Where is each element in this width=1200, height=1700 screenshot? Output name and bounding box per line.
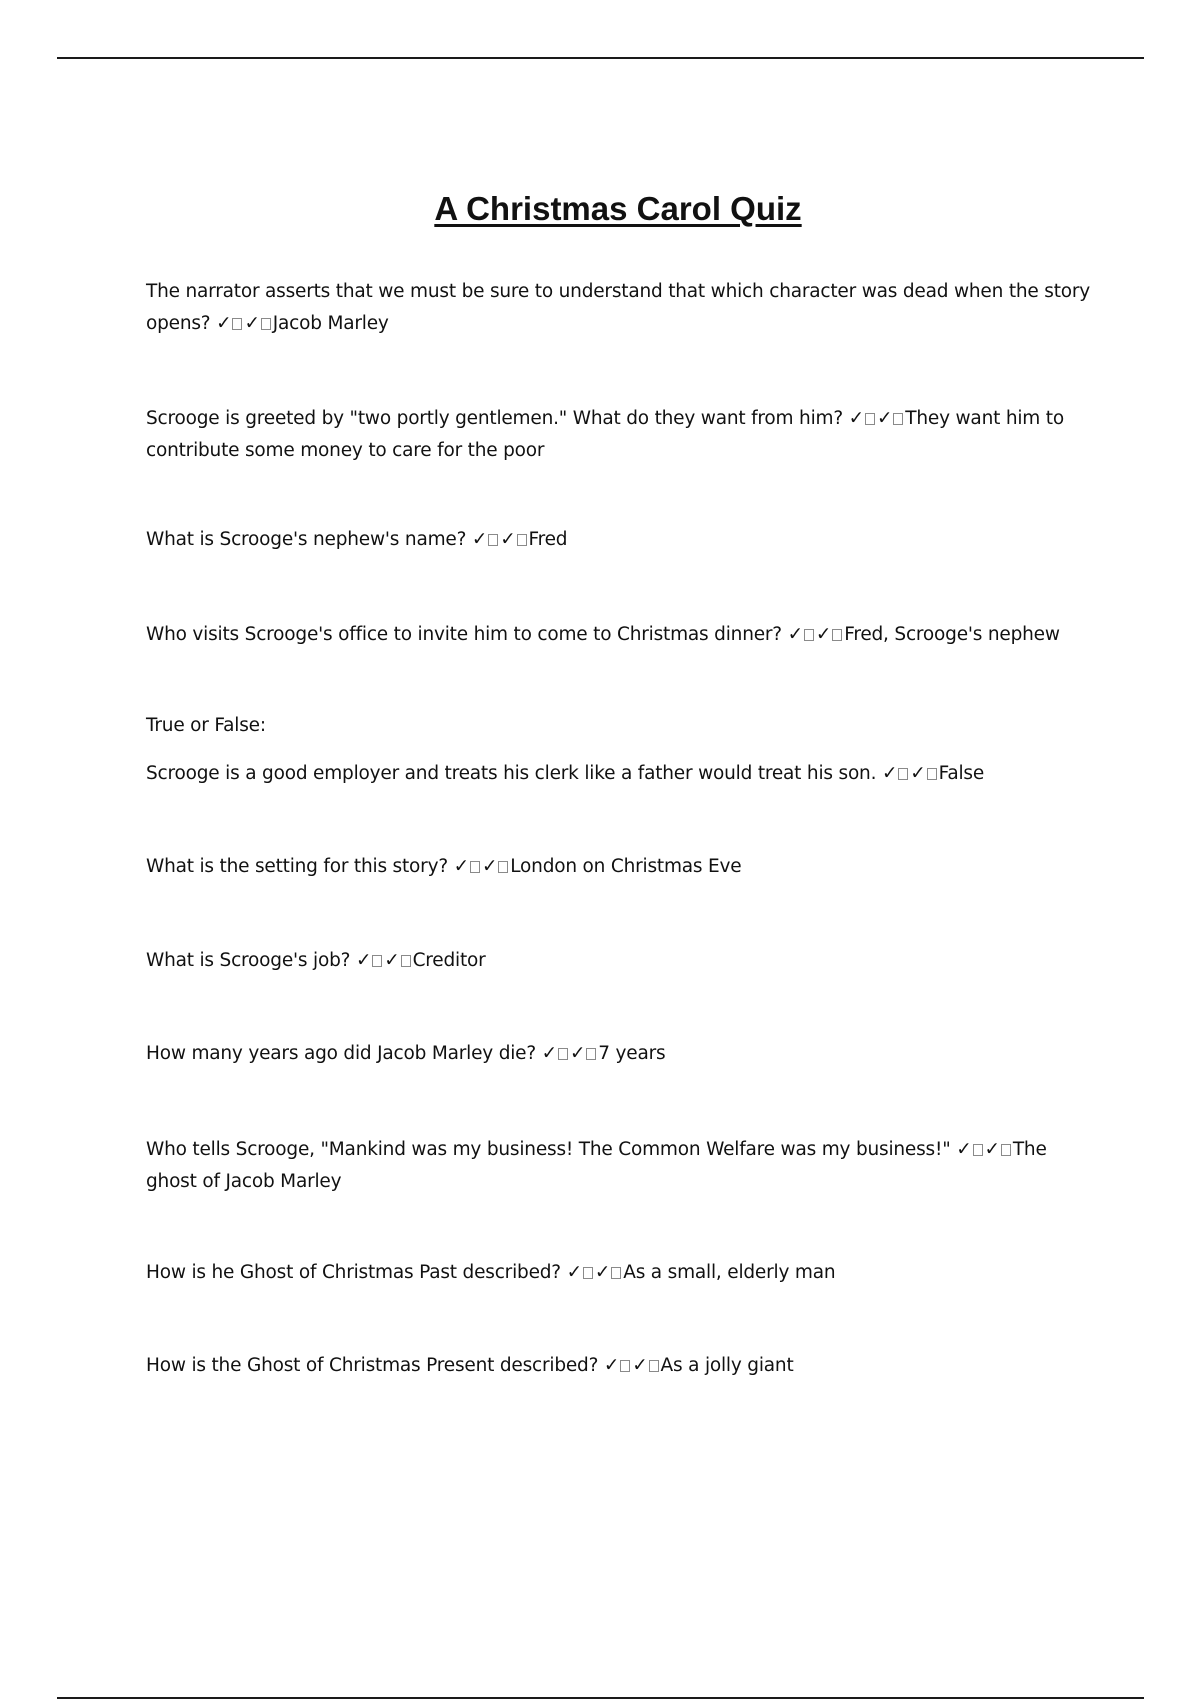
answer-text: As a jolly giant: [660, 1355, 794, 1376]
box-icon: [611, 1267, 621, 1279]
question-text: What is the setting for this story?: [146, 856, 448, 877]
question-text: Scrooge is greeted by "two portly gentlemen." What do they want from him?: [146, 408, 843, 429]
quiz-item: [146, 1134, 1096, 1198]
quiz-item: [146, 1038, 1096, 1070]
answer-text: London on Christmas Eve: [510, 856, 742, 877]
question-text: What is Scrooge's job?: [146, 950, 351, 971]
box-icon: [470, 861, 480, 873]
box-icon: [893, 413, 903, 425]
check-icon: ✓: [876, 408, 893, 429]
quiz-item: [146, 276, 1096, 340]
box-icon: [649, 1360, 659, 1372]
box-icon: [372, 955, 382, 967]
box-icon: [898, 768, 908, 780]
box-icon: [832, 629, 842, 641]
question-text: How is he Ghost of Christmas Past described?: [146, 1262, 561, 1283]
box-icon: [804, 629, 814, 641]
page-title: A Christmas Carol Quiz: [434, 190, 802, 227]
check-icon: ✓: [956, 1139, 972, 1160]
check-icon: ✓: [984, 1139, 1000, 1160]
box-icon: [586, 1048, 596, 1060]
quiz-item: [146, 851, 1096, 883]
question-text: What is Scrooge's nephew's name?: [146, 529, 467, 550]
question-text: Who tells Scrooge, "Mankind was my business! The Common Welfare was my business!": [146, 1139, 951, 1160]
question-text: Who visits Scrooge's office to invite him to come to Christmas dinner?: [146, 624, 782, 645]
answer-text: Fred, Scrooge's nephew: [844, 624, 1060, 645]
answer-text: They want him to contribute some money to care for the poor: [146, 408, 1064, 461]
box-icon: [261, 318, 271, 330]
check-icon: ✓: [453, 856, 469, 877]
check-icon: ✓: [500, 529, 516, 550]
top-rule: [57, 57, 1144, 59]
box-icon: [232, 318, 242, 330]
answer-text: As a small, elderly man: [623, 1262, 836, 1283]
box-icon: [1001, 1144, 1011, 1156]
check-icon: ✓: [815, 624, 832, 645]
quiz-item: [146, 619, 1096, 651]
check-icon: ✓: [471, 529, 488, 550]
box-icon: [620, 1360, 630, 1372]
box-icon: [865, 413, 875, 425]
question-text: How is the Ghost of Christmas Present described?: [146, 1355, 599, 1376]
box-icon: [488, 534, 498, 546]
quiz-item: [146, 1350, 1096, 1382]
quiz-item: [146, 945, 1096, 977]
answer-text: 7 years: [598, 1043, 666, 1064]
check-icon: ✓: [355, 950, 372, 971]
check-icon: ✓: [541, 1043, 557, 1064]
true-false-label: True or False:: [146, 715, 266, 736]
answer-text: Jacob Marley: [272, 313, 389, 334]
answer-text: Creditor: [412, 950, 486, 971]
check-icon: ✓: [881, 763, 898, 784]
quiz-item: [146, 1257, 1096, 1289]
answer-text: False: [938, 763, 985, 784]
box-icon: [498, 861, 508, 873]
answer-text: The ghost of Jacob Marley: [146, 1139, 1047, 1192]
check-icon: ✓: [566, 1262, 582, 1283]
check-icon: ✓: [569, 1043, 586, 1064]
question-text: How many years ago did Jacob Marley die?: [146, 1043, 536, 1064]
check-icon: ✓: [848, 408, 864, 429]
box-icon: [927, 768, 937, 780]
check-icon: ✓: [216, 313, 232, 334]
check-icon: ✓: [787, 624, 803, 645]
bottom-rule: [57, 1697, 1144, 1699]
box-icon: [973, 1144, 983, 1156]
quiz-item: [146, 403, 1096, 467]
quiz-item: [146, 758, 1096, 790]
check-icon: ✓: [910, 763, 926, 784]
box-icon: [583, 1267, 593, 1279]
check-icon: ✓: [481, 856, 498, 877]
question-text: The narrator asserts that we must be sure to understand that which character was dead when the story opens?: [146, 281, 1091, 334]
check-icon: ✓: [244, 313, 260, 334]
box-icon: [558, 1048, 568, 1060]
quiz-item: [146, 524, 1096, 556]
box-icon: [401, 955, 411, 967]
check-icon: ✓: [603, 1355, 620, 1376]
question-text: Scrooge is a good employer and treats his clerk like a father would treat his son.: [146, 763, 877, 784]
answer-text: Fred: [528, 529, 568, 550]
check-icon: ✓: [384, 950, 400, 971]
check-icon: ✓: [594, 1262, 611, 1283]
box-icon: [517, 534, 527, 546]
check-icon: ✓: [632, 1355, 648, 1376]
